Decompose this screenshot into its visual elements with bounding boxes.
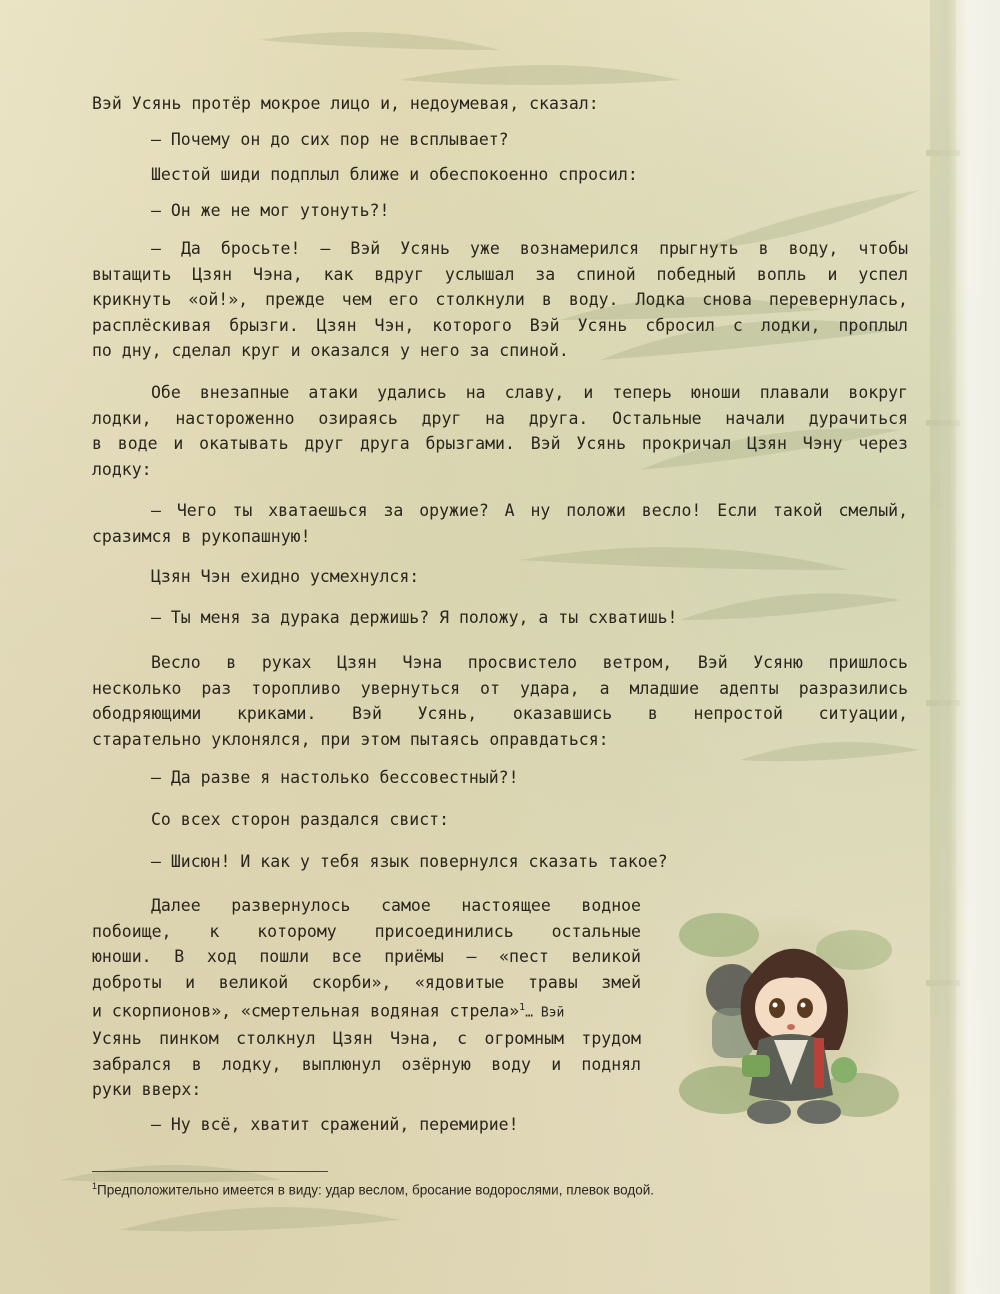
paragraph-14-line-8: руки вверх: (92, 1080, 202, 1099)
paragraph-14-line-3: юноши. В ход пошли все приёмы — «пест великой (92, 947, 641, 966)
footnote-ref-1[interactable]: 1 (519, 1002, 526, 1013)
paragraph-10-line-2: несколько раз торопливо увернуться от удара, а младшие адепты разразились (92, 678, 908, 698)
paragraph-2: — Почему он до сих пор не всплывает? (151, 130, 509, 149)
paragraph-14-line-5-text: и скорпионов», «смертельная водяная стрела» (92, 1001, 520, 1021)
paragraph-14-line-5 (92, 995, 641, 1026)
paragraph-6-line-1: Обе внезапные атаки удались на славу, и теперь юноши плавали вокруг (151, 383, 908, 402)
paragraph-14-line-2: побоище, к которому присоединились остальные (92, 921, 641, 941)
paragraph-14 (92, 893, 641, 1103)
paragraph-6-line-4: лодку: (92, 459, 152, 479)
paragraph-7-line-1: — Чего ты хватаешься за оружие? А ну положи весло! Если такой смелый, (151, 501, 908, 520)
paragraph-10-line-3: ободряющими криками. Вэй Усянь, оказавшись в непростой ситуации, (92, 704, 908, 723)
paragraph-10 (92, 650, 908, 752)
paragraph-8: Цзян Чэн ехидно усмехнулся: (151, 567, 420, 586)
paragraph-7 (92, 498, 908, 549)
paragraph-5-line-5: по дну, сделал круг и оказался у него за спиной. (92, 341, 569, 360)
paragraph-5 (92, 236, 908, 364)
paragraph-12: Со всех сторон раздался свист: (151, 810, 450, 829)
paragraph-9: — Ты меня за дурака держишь? Я положу, а ты схватишь! (151, 608, 678, 627)
footnote (92, 1181, 654, 1198)
paragraph-14-line-4: доброты и великой скорби», «ядовитые травы змей (92, 972, 641, 992)
paragraph-6-line-2: лодки, настороженно озираясь друг на друга. Остальные начали дурачиться (92, 408, 908, 428)
footnote-divider (92, 1171, 328, 1172)
paragraph-14-line-6: Усянь пинком столкнул Цзян Чэна, с огромным трудом (92, 1029, 641, 1048)
footnote-text: Предположительно имеется в виду: удар веслом, бросание водорослями, плевок водой. (97, 1182, 654, 1198)
paragraph-14-line-7: забрался в лодку, выплюнул озёрную воду и поднял (92, 1054, 641, 1074)
paragraph-11: — Да разве я настолько бессовестный?! (151, 768, 519, 787)
paragraph-13: — Шисюн! И как у тебя язык повернулся сказать такое? (151, 852, 668, 871)
paragraph-5-line-3: крикнуть «ой!», прежде чем его столкнули в воду. Лодка снова перевернулась, (92, 290, 908, 309)
paragraph-14-line-1: Далее развернулось самое настоящее водное (151, 896, 641, 915)
paragraph-15: — Ну всё, хватит сражений, перемирие! (151, 1115, 519, 1134)
footnote-marker: 1 (92, 1181, 98, 1191)
paragraph-5-line-2: вытащить Цзян Чэна, как вдруг услышал за спиной победный вопль и успел (92, 264, 908, 284)
paragraph-5-line-4: расплёскивая брызги. Цзян Чэн, которого Вэй Усянь сбросил с лодки, проплыл (92, 315, 908, 335)
page-edge-shadow (940, 0, 948, 1294)
paragraph-10-line-1: Весло в руках Цзян Чэна просвистело ветром, Вэй Усяню пришлось (151, 653, 908, 672)
page-edge (948, 0, 1000, 1294)
paragraph-6-line-3: в воде и окатывать друг друга брызгами. Вэй Усянь прокричал Цзян Чэну через (92, 434, 908, 453)
paragraph-10-line-4: старательно уклонялся, при этом пытаясь оправдаться: (92, 729, 609, 749)
paragraph-5-line-1: — Да бросьте! — Вэй Усянь уже вознамерился прыгнуть в воду, чтобы (151, 239, 908, 258)
paragraph-14-line-5-tail: … Вэй (525, 1005, 565, 1021)
chibi-illustration-icon (664, 890, 914, 1150)
paragraph-4: — Он же не мог утонуть?! (151, 201, 390, 220)
paragraph-3: Шестой шиди подплыл ближе и обеспокоенно спросил: (151, 165, 638, 184)
paragraph-7-line-2: сразимся в рукопашную! (92, 526, 311, 546)
paragraph-6 (92, 380, 908, 482)
paragraph-1: Вэй Усянь протёр мокрое лицо и, недоумевая, сказал: (92, 94, 599, 113)
